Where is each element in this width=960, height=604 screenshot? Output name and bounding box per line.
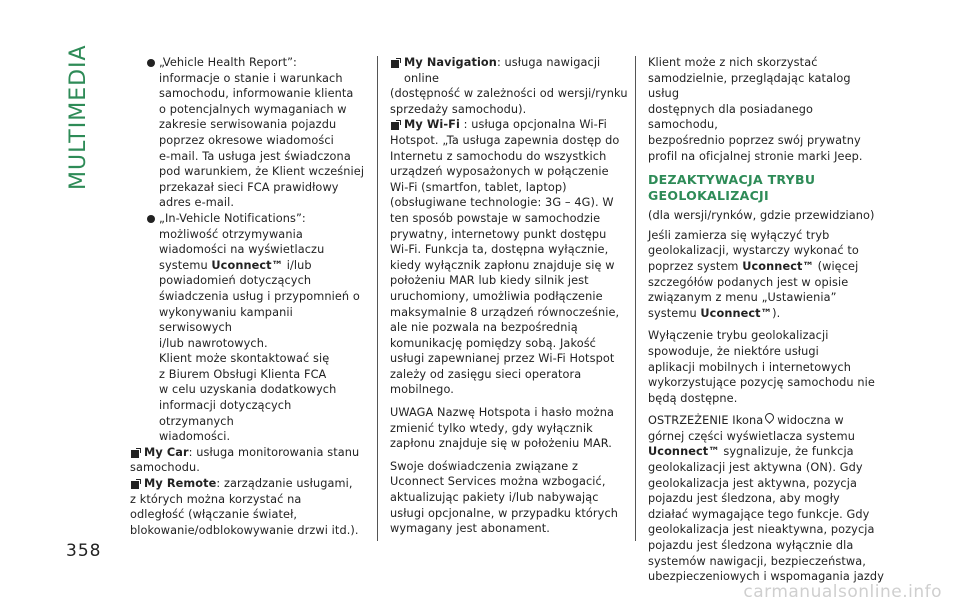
text-column-3: [648, 55, 884, 592]
line: UWAGA Nazwę Hotspota i hasło można: [390, 406, 614, 420]
body-paragraph: [390, 459, 628, 537]
line: odległość (włączanie świateł,: [130, 508, 298, 522]
line: ubezpieczeniowych i wspomagania jazdy: [648, 570, 884, 584]
watermark: carmanualsonline.info: [743, 582, 942, 602]
line: aktualizując pakiety i/lub nabywając: [390, 491, 599, 505]
line: pojazdu jest śledzona wyłącznie dla: [648, 539, 854, 553]
subtitle: (dla wersji/rynków, gdzie przewidziano): [648, 209, 875, 223]
line: Klient może skontaktować się: [159, 352, 330, 366]
line: wykonywaniu kampanii serwisowych: [159, 305, 293, 335]
line: zakresie serwisowania pojazdu: [159, 118, 337, 132]
line: maksymalnie 8 urządzeń równocześnie,: [390, 305, 620, 319]
line: dostępnych dla posiadanego samochodu,: [648, 102, 814, 132]
line: profil na oficjalnej stronie marki Jeep.: [648, 149, 863, 163]
line: usługi opcjonalne, w przypadku których: [390, 506, 619, 520]
line: Swoje doświadczenia związane z: [390, 459, 579, 473]
text: widoczna w: [777, 414, 844, 428]
line: górnej części wyświetlacza systemu: [648, 429, 855, 443]
service-my-wifi: [390, 117, 628, 133]
line: adres e-mail.: [159, 196, 235, 210]
line: bezpośrednio poprzez swój prywatny: [648, 133, 861, 147]
line: ten sposób powstaje w samochodzie: [390, 211, 601, 225]
line: geolokalizacja jest nieaktywna, pozycja: [648, 523, 875, 537]
line: aplikacji mobilnych i internetowych: [648, 360, 851, 374]
body-paragraph: [648, 228, 884, 322]
line: e-mail. Ta usługa jest świadczona: [159, 149, 351, 163]
line: ale nie pozwala na bezpośrednią: [390, 321, 578, 335]
square-arrow-icon: [130, 479, 140, 489]
bullet-icon: [147, 59, 155, 67]
uconnect-brand: Uconnect™: [700, 306, 773, 320]
line: [648, 444, 884, 460]
location-pin-icon: [765, 413, 775, 427]
column-divider: [635, 56, 636, 541]
service-my-car: [130, 445, 368, 461]
column-divider: [377, 56, 378, 541]
line: będą dostępne.: [648, 391, 738, 405]
line: działać wymagające tego funkcje. Gdy: [648, 507, 870, 521]
square-arrow-icon: [130, 448, 140, 458]
service-name: My Navigation: [404, 56, 497, 69]
line: [648, 306, 884, 322]
line: [144, 476, 368, 492]
section-title: MULTIMEDIA: [66, 44, 91, 190]
line: Internetu z samochodu do wszystkich: [390, 149, 607, 163]
line: (obsługiwane technologie: 3G – 4G). W: [390, 196, 614, 210]
square-arrow-icon: [390, 120, 400, 130]
square-arrow-icon: [390, 58, 400, 68]
line: informacje o stanie i warunkach: [159, 71, 343, 85]
uconnect-brand: Uconnect™: [742, 259, 814, 273]
line: Uconnect Services można wzbogacić,: [390, 475, 606, 489]
wifi-description: [390, 133, 628, 398]
line: Jeśli zamierza się wyłączyć tryb: [648, 228, 830, 242]
line: zmienić tylko wtedy, gdy wyłącznik: [390, 421, 593, 435]
line: samochodu.: [130, 461, 200, 475]
line: [144, 445, 368, 461]
note-paragraph: [390, 405, 628, 452]
line: [159, 258, 368, 274]
text: OSTRZEŻENIE Ikona: [648, 414, 764, 428]
line: [648, 413, 884, 429]
service-my-remote: [130, 476, 368, 492]
line: zależy od zasięgu sieci operatora: [390, 367, 582, 381]
line: sprzedaży samochodu).: [390, 102, 527, 116]
service-name: My Car: [144, 445, 189, 459]
line: wiadomości.: [159, 430, 231, 444]
intro-paragraph: [648, 55, 884, 164]
bullet-in-vehicle-notifications: [130, 211, 368, 445]
line: Wi-Fi. Funkcja ta, dostępna wyłącznie,: [390, 243, 609, 257]
line: świadczenia usług i przypomnień o: [159, 289, 360, 303]
line: możliwość otrzymywania: [159, 227, 303, 241]
text: : usługa opcjonalna Wi-Fi: [459, 118, 607, 132]
line: „In-Vehicle Notifications”:: [159, 211, 306, 225]
bullet-icon: [147, 215, 155, 223]
text: sygnalizuje, że funkcja: [719, 445, 854, 459]
line: [648, 259, 884, 275]
uconnect-brand: Uconnect™: [648, 445, 720, 459]
uconnect-brand: Uconnect™: [211, 258, 284, 272]
text-column-2: [390, 55, 628, 544]
line: blokowanie/odblokowywanie drzwi itd.).: [130, 523, 359, 537]
text: : usługa monitorowania stanu: [188, 445, 360, 459]
line: systemów nawigacji, bezpieczeństwa,: [648, 554, 866, 568]
line: położeniu MAR lub kiedy silnik jest: [390, 274, 589, 288]
line: poprzez okresowe wiadomości: [159, 133, 334, 147]
text: : usługa nawigacji online: [404, 56, 601, 85]
line: w celu uzyskania dodatkowych: [159, 383, 337, 397]
line: geolokalizacji, wystarczy wykonać to: [648, 244, 859, 258]
service-my-navigation: [390, 55, 628, 86]
line: usługi zapewnianej przez Wi-Fi Hotspot: [390, 352, 615, 366]
line: o potencjalnych wymaganiach w: [159, 102, 347, 116]
line: pod warunkiem, że Klient wcześniej: [159, 165, 365, 179]
page-number: 358: [66, 541, 102, 561]
line: wykorzystujące pozycję samochodu nie: [648, 376, 875, 390]
line: wiadomości na wyświetlaczu: [159, 243, 325, 257]
text-column-1: [130, 55, 368, 538]
text: systemu: [159, 258, 212, 272]
line: Hotspot. „Ta usługa zapewnia dostęp do: [390, 133, 620, 147]
line: Wyłączenie trybu geolokalizacji: [648, 329, 829, 343]
line: kiedy wyłącznik zapłonu znajduje się w: [390, 258, 615, 272]
text: systemu: [648, 306, 701, 320]
section-heading: [648, 172, 884, 204]
line: mobilnego.: [390, 383, 454, 397]
line: wymagany jest abonament.: [390, 522, 550, 536]
heading-line: DEZAKTYWACJA TRYBU: [648, 172, 816, 188]
line: przekazał sieci FCA prawidłowy: [159, 180, 339, 194]
line: zapłonu znajduje się w położeniu MAR.: [390, 437, 612, 451]
line: samodzielnie, przeglądając katalog usług: [648, 71, 851, 101]
line: z Biurem Obsługi Klienta FCA: [159, 367, 327, 381]
text: i/lub: [283, 258, 312, 272]
text: ).: [772, 306, 781, 320]
line: [404, 117, 628, 133]
body-paragraph: [648, 328, 884, 406]
text: (więcej: [813, 259, 859, 273]
bullet-vehicle-health-report: [130, 55, 368, 211]
line: pojazdu jest śledzona, aby mogły: [648, 492, 840, 506]
line: z których można korzystać na: [130, 492, 302, 506]
line: [404, 55, 628, 86]
text: poprzez system: [648, 259, 743, 273]
line: geolokalizacja jest aktywna, pozycja: [648, 476, 857, 490]
heading-line: GEOLOKALIZACJI: [648, 188, 769, 204]
service-name: My Wi-Fi: [404, 118, 460, 132]
line: komunikację pomiędzy sobą. Jakość: [390, 336, 596, 350]
warning-paragraph: [648, 413, 884, 585]
line: związanym z menu „Ustawienia”: [648, 291, 837, 305]
service-name: My Remote: [144, 477, 217, 491]
line: urządzeń wyposażonych w połączenie: [390, 165, 609, 179]
line: Wi-Fi (smartfon, tablet, laptop): [390, 180, 567, 194]
line: szczegółów podanych jest w opisie: [648, 275, 849, 289]
line: „Vehicle Health Report”:: [159, 56, 297, 69]
line: geolokalizacji jest aktywna (ON). Gdy: [648, 461, 863, 475]
line: uruchomiony, umożliwia podłączenie: [390, 289, 603, 303]
text: : zarządzanie usługami,: [216, 477, 353, 491]
line: (dostępność w zależności od wersji/rynku: [390, 87, 628, 101]
line: Klient może z nich skorzystać: [648, 56, 818, 69]
line: spowoduje, że niektóre usługi: [648, 344, 819, 358]
line: prywatny, internetowy punkt dostępu: [390, 227, 607, 241]
line: i/lub nawrotowych.: [159, 336, 268, 350]
line: powiadomień dotyczących: [159, 274, 312, 288]
line: samochodu, informowanie klienta: [159, 87, 354, 101]
line: informacji dotyczących otrzymanych: [159, 399, 292, 428]
